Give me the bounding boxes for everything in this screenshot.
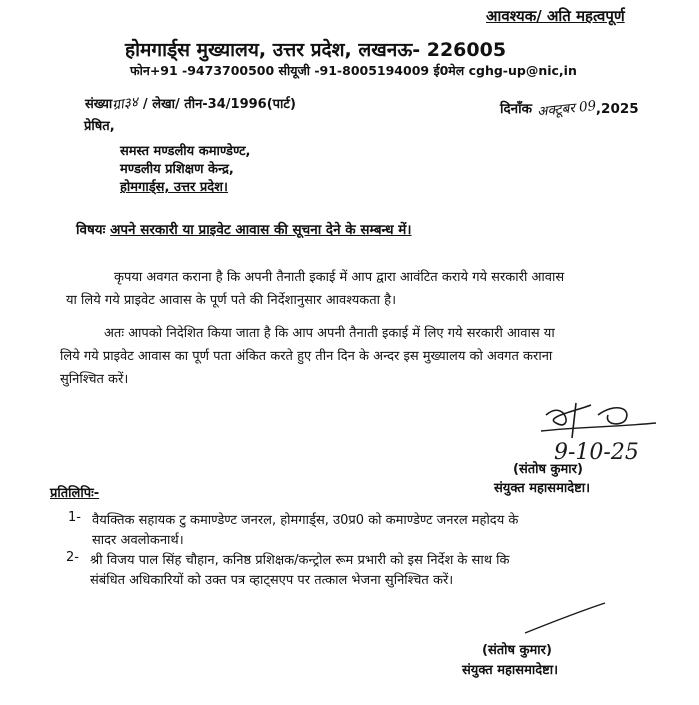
addressee-line: समस्त मण्डलीय कमाण्डेण्ट,	[120, 144, 251, 159]
addressee-line: होमगार्ड्स, उत्तर प्रदेश।	[120, 180, 228, 195]
copy-item-line: संबंधित अधिकारियों को उक्त पत्र व्हाट्सएप पर तत्काल भेजना सुनिश्चित करें।	[90, 573, 454, 588]
date-year: ,2025	[595, 101, 639, 117]
body-paragraph-1-line: या लिये गये प्राइवेट आवास के पूर्ण पते की निर्देशानुसार आवश्यकता है।	[66, 293, 396, 308]
copy-item-number: 2-	[66, 550, 79, 565]
handwritten-signature-date: 9-10-25	[554, 440, 639, 465]
body-paragraph-2-line: अतः आपको निदेशित किया जाता है कि आप अपनी तैनाती इकाई में लिए गये सरकारी आवास या	[104, 326, 555, 341]
reference-number	[85, 94, 296, 113]
subject-label: विषयः	[76, 222, 106, 238]
body-paragraph-2-line: सुनिश्चित करें।	[60, 372, 129, 387]
letter-date	[500, 97, 639, 121]
organization-title: होमगार्ड्स मुख्यालय, उत्तर प्रदेश, लखनऊ- 226005	[125, 39, 507, 61]
copy-item-line: श्री विजय पाल सिंह चौहान, कनिष्ठ प्रशिक्षक/कन्ट्रोल रूम प्रभारी को इस निर्देश के साथ कि	[90, 553, 510, 568]
handwritten-date: अक्टूबर 09	[536, 97, 597, 121]
reference-label: संख्या	[85, 97, 113, 112]
body-paragraph-2-line: लिये गये प्राइवेट आवास का पूर्ण पता अंकित करते हुए तीन दिन के अन्दर इस मुख्यालय को अवगत कराना	[60, 349, 553, 364]
signatory-name: (संतोष कुमार)	[513, 462, 583, 477]
contact-line: फोन+91 -9473700500 सीयूजी -91-8005194009 ई0मेल cghg-up@nic,in	[130, 63, 577, 78]
date-label: दिनाँक	[500, 101, 533, 117]
subject-line	[76, 220, 412, 238]
copy-to-label: प्रतिलिपिः-	[50, 486, 100, 501]
sent-to-label: प्रेषित,	[84, 119, 115, 134]
handwritten-reference-number: ग्रा३४	[111, 94, 140, 114]
signature-stroke	[520, 598, 610, 638]
handwritten-signature	[536, 393, 666, 468]
copy-item-number: 1-	[68, 510, 81, 525]
copy-item-line: सादर अवलोकनार्थ।	[92, 533, 184, 548]
footer-signatory-name: (संतोष कुमार)	[482, 643, 552, 658]
reference-file-number: / लेखा/ तीन-34/1996(पार्ट)	[138, 97, 296, 112]
addressee-line: मण्डलीय प्रशिक्षण केन्द्र,	[120, 162, 234, 177]
body-paragraph-1-line: कृपया अवगत कराना है कि अपनी तैनाती इकाई में आप द्वारा आवंटित कराये गये सरकारी आवास	[114, 270, 565, 285]
footer-signatory-designation: संयुक्त महासमादेष्टा।	[462, 663, 558, 678]
copy-item-line: वैयक्तिक सहायक टु कमाण्डेण्ट जनरल, होमगार्ड्स, उ0प्र0 को कमाण्डेण्ट जनरल महोदय के	[92, 513, 519, 528]
subject-text: अपने सरकारी या प्राइवेट आवास की सूचना देने के सम्बन्ध में।	[110, 222, 412, 238]
priority-marking: आवश्यक/ अति महत्वपूर्ण	[486, 7, 625, 25]
signatory-designation: संयुक्त महासमादेष्टा।	[494, 481, 590, 496]
